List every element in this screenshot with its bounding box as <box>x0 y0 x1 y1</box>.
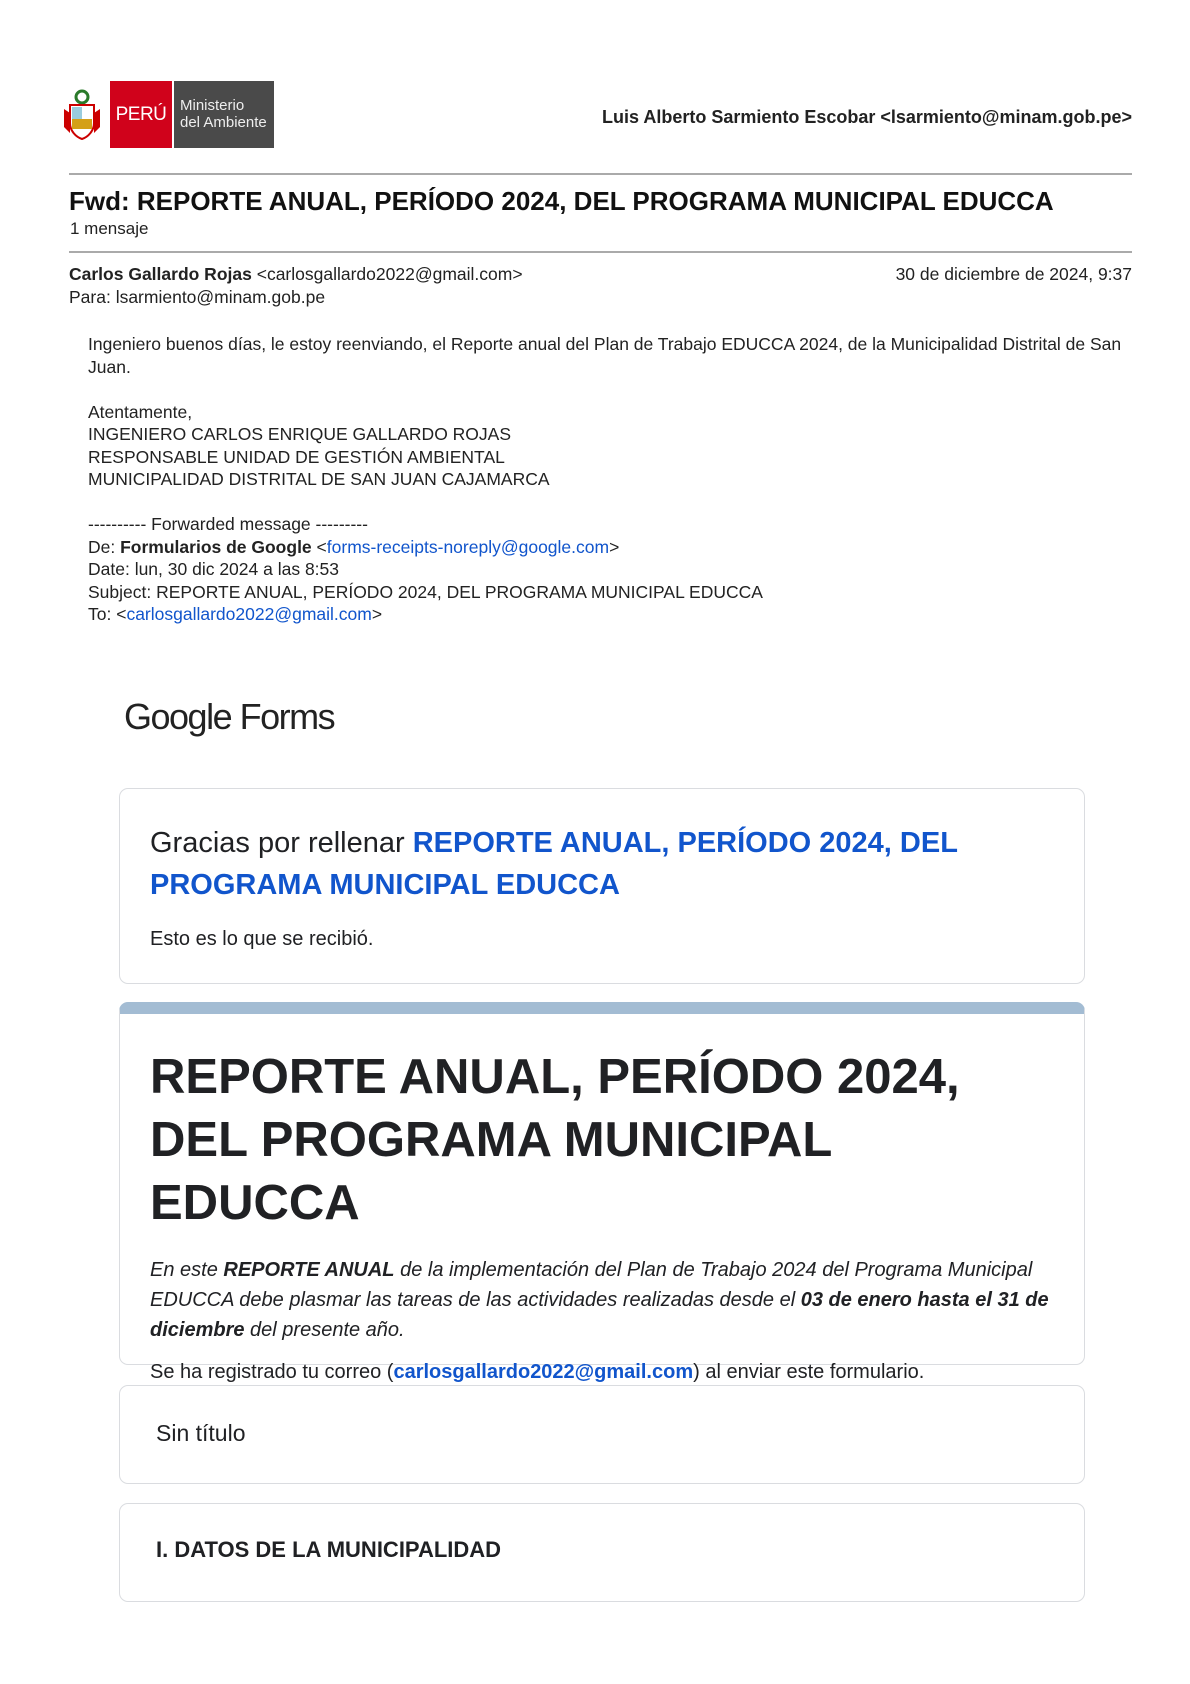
forwarded-header: ---------- Forwarded message --------- De: Formularios de Google <forms-receipts-noreply@google.com> Date: lun, 30 dic 2024 a las 8:53 Subject: REPORTE ANUAL, PERÍODO 2024, DEL PROGRAMA MUNICIPAL EDUCCA To: <carlosgallardo2022@gmail.com> <box>88 514 763 624</box>
desc-bold: 03 de enero hasta el 31 de diciembre <box>150 1289 1049 1341</box>
registered-email-link[interactable]: carlosgallardo2022@gmail.com <box>393 1361 694 1383</box>
thanks-prefix: Gracias por rellenar <box>150 827 413 859</box>
signature <box>88 401 1138 491</box>
logo-country: PERÚ <box>110 81 172 148</box>
minam-logo <box>60 81 274 148</box>
google-forms-logo: Google Forms <box>124 696 335 737</box>
section-title: Sin título <box>156 1420 246 1446</box>
sender-name: Carlos Gallardo Rojas <box>69 264 252 284</box>
registered-email-note <box>150 1361 1054 1384</box>
forward-divider: ---------- Forwarded message --------- <box>88 514 368 534</box>
reg-suffix: ) al enviar este formulario. <box>693 1361 925 1383</box>
logo-ministry <box>172 81 274 148</box>
desc-bold: REPORTE ANUAL <box>223 1259 395 1281</box>
thread-subject: Fwd: REPORTE ANUAL, PERÍODO 2024, DEL PROGRAMA MUNICIPAL EDUCCA <box>69 186 1054 216</box>
form-title: REPORTE ANUAL, PERÍODO 2024, DEL PROGRAMA MUNICIPAL EDUCCA <box>150 1050 960 1230</box>
sender-email: <carlosgallardo2022@gmail.com> <box>256 264 523 284</box>
message-body <box>88 333 1138 648</box>
desc-text: del presente año. <box>244 1319 405 1341</box>
fwd-to-email-link[interactable]: carlosgallardo2022@gmail.com <box>126 604 372 624</box>
signature-line: RESPONSABLE UNIDAD DE GESTIÓN AMBIENTAL <box>88 446 505 467</box>
logo-ministry-line1: Ministerio <box>180 97 245 114</box>
signature-line: INGENIERO CARLOS ENRIQUE GALLARDO ROJAS <box>88 424 512 444</box>
section-title: I. DATOS DE LA MUNICIPALIDAD <box>156 1537 502 1562</box>
body-paragraph: Ingeniero buenos días, le estoy reenviando, el Reporte anual del Plan de Trabajo EDUCCA 2024, de la Municipalidad Distrital de San Juan. <box>88 334 1122 377</box>
reg-prefix: Se ha registrado tu correo ( <box>150 1361 394 1383</box>
message-date: 30 de diciembre de 2024, 9:37 <box>895 264 1132 284</box>
section-card <box>119 1385 1085 1484</box>
from-label: De: <box>88 536 121 557</box>
fwd-from-email-link[interactable]: forms-receipts-noreply@google.com <box>326 536 610 557</box>
form-description <box>150 1255 1054 1345</box>
logo-ministry-line2: del Ambiente <box>180 114 267 131</box>
form-header-card <box>119 1002 1085 1383</box>
signature-line: MUNICIPALIDAD DISTRITAL DE SAN JUAN CAJAMARCA <box>88 469 550 489</box>
sender <box>69 264 523 285</box>
fwd-from-name: Formularios de Google <box>120 536 312 557</box>
peru-coat-of-arms-icon <box>60 81 104 148</box>
fwd-subject: Subject: REPORTE ANUAL, PERÍODO 2024, DEL PROGRAMA MUNICIPAL EDUCCA <box>88 581 763 602</box>
form-title-link[interactable]: REPORTE ANUAL, PERÍODO 2024, DEL PROGRAMA MUNICIPAL EDUCCA <box>150 827 958 901</box>
divider <box>69 251 1132 253</box>
divider <box>69 173 1132 175</box>
to-label: To: <box>88 604 117 624</box>
fwd-date: Date: lun, 30 dic 2024 a las 8:53 <box>88 559 340 579</box>
account-recipient: Luis Alberto Sarmiento Escobar <lsarmiento@minam.gob.pe> <box>601 107 1132 127</box>
message-count: 1 mensaje <box>70 219 149 238</box>
desc-text: En este <box>150 1259 224 1281</box>
desc-text: de la implementación del Plan de Trabajo 2024 del Programa Municipal EDUCCA debe plasmar las tareas de las actividades realizadas desde el <box>150 1259 1033 1311</box>
received-text: Esto es lo que se recibió. <box>150 928 374 950</box>
thanks-heading <box>150 822 1054 906</box>
message-to: Para: lsarmiento@minam.gob.pe <box>69 287 326 307</box>
signature-line: Atentamente, <box>88 401 193 422</box>
confirmation-card <box>119 788 1085 984</box>
section-card <box>119 1503 1085 1602</box>
